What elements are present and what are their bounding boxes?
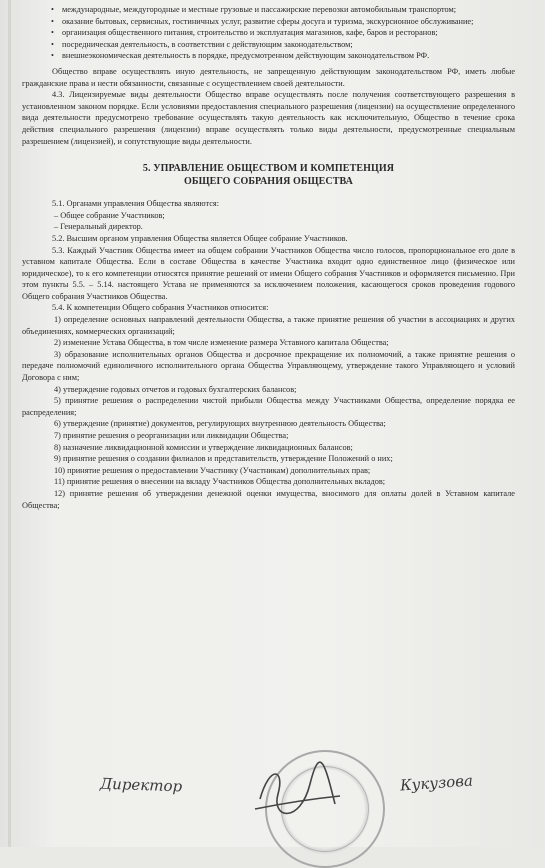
competence-item: 12) принятие решения об утверждении денежной оценки имущества, вносимого для оплаты долей в Уставном капитале Общества; [22,488,515,510]
competence-item: 5) принятие решения о распределении чистой прибыли Общества между Участниками Общества, определение порядка ее распределения; [22,396,515,417]
paragraph-4-3: 4.3. Лицензируемые виды деятельности Общество вправе осуществлять после получения соответствующего разрешения в установленном законом порядке. Если условиями предоставления специального разрешения (лицензии) на осуществление определенного вида деятельности предусмотрено требование осуществлять такую деятельность как исключительную, Общество в течение срока действия специального разрешения (лицензии) вправе осуществлять только виды деятельности, предусмотренные специальным разрешением (лицензией), и сопутствующие виды деятельности. [22,90,515,146]
competence-item: 2) изменение Устава Общества, в том числе изменение размера Уставного капитала Общества; [54,338,389,348]
list-item: • внешнеэкономическая деятельность в порядке, предусмотренном действующим законодательством РФ. [22,50,515,62]
paragraph-5-3: 5.3. Каждый Участник Общества имеет на общем собрании Участников Общества число голосов, пропорциональное его доле в уставном капитале Общества. Если в составе Общества в качестве Участника входит одно единственное лицо (физическое или юридическое), то к его компетенции относятся принятие решений от имени Общего собрания Участников и оформляется письменно. При этом пункты 5.5. – 5.14. настоящего Устава не применяются за исключением положения, касающегося сроков проведения годового Общего собрания Участников Общества. [22,245,515,301]
signature-area [0,750,545,845]
page-edge-shadow [8,0,11,847]
document-text [22,4,515,511]
paragraph-5-4: 5.4. К компетенции Общего собрания Участников относится: [52,303,269,313]
list-item: – Общее собрание Участников; [54,210,165,220]
signature-scribble [240,754,350,834]
list-item: • оказание бытовых, сервисных, гостиничных услуг, развитие сферы досуга и туризма, экскурсионное обслуживание; [22,16,515,28]
competence-item: 7) принятие решения о реорганизации или ликвидации Общества; [54,431,289,440]
competence-item: 8) назначение ликвидационной комиссии и утверждение ликвидационных балансов; [54,442,353,452]
competence-item: 9) принятие решения о создании филиалов и представительств, утверждение Положений о них; [54,454,393,464]
signature-role: Директор [99,774,183,796]
paragraph-5-2: 5.2. Высшим органом управления Общества является Общее собрание Участников. [52,233,348,243]
competence-item: 4) утверждение годовых отчетов и годовых бухгалтерских балансов; [54,384,297,394]
section-heading [22,163,515,188]
list-item: • посредническая деятельность, в соответствии с действующим законодательством; [22,39,515,51]
competence-item: 11) принятие решения о внесении на вкладу Участников Общества дополнительных вкладов; [54,477,386,487]
signature-name: Кукузова [399,771,474,795]
list-item: • международные, междугородные и местные грузовые и пассажирские перевозки автомобильным транспортом; [22,4,515,16]
list-item: • организация общественного питания, строительство и эксплуатация магазинов, кафе, баров и ресторанов; [22,27,515,39]
section-heading-line1: 5. УПРАВЛЕНИЕ ОБЩЕСТВОМ И КОМПЕТЕНЦИЯ [142,163,395,175]
competence-item: 1) определение основных направлений деятельности Общества, а также принятие решения об участии в ассоциациях и других объединениях, коммерческих организаций; [22,315,515,336]
list-item: – Генеральный директор. [54,222,143,232]
paragraph-5-1: 5.1. Органами управления Общества являются: [52,199,220,209]
competence-item: 10) принятие решения о предоставлении Участнику (Участникам) дополнительных прав; [54,465,371,475]
competence-item: 6) утверждение (принятие) документов, регулирующих внутреннюю деятельность Общества; [54,419,386,429]
paragraph-other-activities: Общество вправе осуществлять иную деятельность, не запрещенную действующим законодательством РФ, иметь любые гражданские права и нести обязанности, связанные с осуществлением своей деятельности. [22,66,515,88]
competence-item: 3) образование исполнительных органов Общества и досрочное прекращение их полномочий, а также принятие решения о передаче полномочий единоличного исполнительного органа Общества Управляющему, утверждение такого Управляющего и условий Договора с ним; [22,349,515,383]
section-heading-line2: ОБЩЕГО СОБРАНИЯ ОБЩЕСТВА [184,175,353,187]
